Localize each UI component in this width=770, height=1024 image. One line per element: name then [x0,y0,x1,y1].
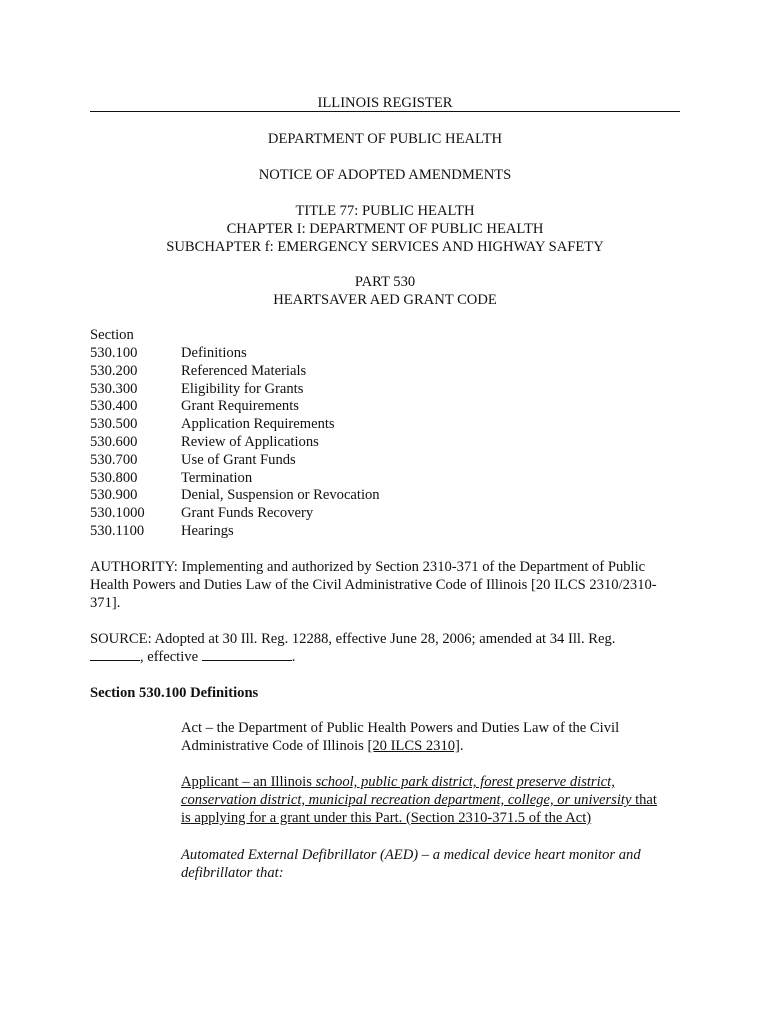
toc-section-title: Review of Applications [181,433,319,450]
toc-section-number: 530.1000 [90,505,145,522]
toc-section-title: Grant Requirements [181,398,299,415]
definition-line [181,737,681,755]
toc-row [90,397,380,415]
title-block [90,202,680,256]
toc-section-title: Termination [181,469,253,486]
authority-paragraph [90,558,680,612]
toc-row [90,344,380,362]
toc-section-number: 530.1100 [90,522,145,539]
part-name: HEARTSAVER AED GRANT CODE [273,292,497,308]
authority-line: 371]. [90,595,121,611]
source-effective-label: , effective [140,649,202,665]
part-block [90,273,680,309]
toc-row [90,522,380,540]
toc-section-title: Use of Grant Funds [181,451,296,468]
toc-section-number: 530.700 [90,451,138,468]
toc-section-number: 530.200 [90,362,138,379]
department-heading: DEPARTMENT OF PUBLIC HEALTH [267,131,503,147]
source-line: SOURCE: Adopted at 30 Ill. Reg. 12288, effective June 28, 2006; amended at 34 Ill. Reg. [90,631,616,647]
toc-section-title: Eligibility for Grants [181,380,304,397]
definition-aed [181,846,681,882]
toc-section-title: Referenced Materials [181,362,307,379]
toc-row [90,380,380,398]
toc-section-number: 530.600 [90,433,138,450]
title-line: TITLE 77: PUBLIC HEALTH [295,203,475,219]
table-of-contents [90,326,380,540]
subchapter-line: SUBCHAPTER f: EMERGENCY SERVICES AND HIGHWAY SAFETY [166,239,604,255]
toc-row [90,433,380,451]
toc-row [90,486,380,504]
definition-line: Automated External Defibrillator (AED) – a medical device heart monitor and [181,847,641,863]
part-line: PART 530 [354,274,416,290]
definition-act [181,719,681,755]
toc-section-title: Denial, Suspension or Revocation [181,487,380,504]
toc-row [90,362,380,380]
definition-statutory-text: school, public park district, forest preserve district, [315,774,615,790]
authority-line: Health Powers and Duties Law of the Civil Administrative Code of Illinois [20 ILCS 2310/2310- [90,577,657,593]
authority-line: AUTHORITY: Implementing and authorized by Section 2310-371 of the Department of Public [90,559,646,575]
definition-line: is applying for a grant under this Part. (Section 2310-371.5 of the Act) [181,810,592,826]
toc-section-number: 530.900 [90,487,138,504]
toc-row [90,504,380,522]
toc-section-title: Definitions [181,345,247,361]
notice-heading: NOTICE OF ADOPTED AMENDMENTS [258,167,512,183]
effective-date-blank [202,648,292,661]
chapter-line: CHAPTER I: DEPARTMENT OF PUBLIC HEALTH [226,221,544,237]
toc-section-number: 530.800 [90,469,138,486]
source-paragraph [90,630,680,666]
definition-applicant [181,773,681,827]
statute-reference: [20 ILCS 2310] [367,738,460,754]
toc-section-title: Hearings [181,522,234,539]
section-heading: Section 530.100 Definitions [90,685,259,701]
toc-section-title: Grant Funds Recovery [181,505,314,522]
toc-heading: Section [90,327,134,343]
toc-row [90,451,380,469]
definition-line [181,773,681,791]
register-header: ILLINOIS REGISTER [90,96,680,112]
definition-text: that [631,792,657,808]
source-line-2 [90,648,680,666]
source-end: . [291,649,296,665]
toc-section-number: 530.300 [90,380,138,397]
definition-line [181,791,681,809]
definition-statutory-text: conservation district, municipal recreation department, college, or university [181,792,632,808]
toc-row [90,469,380,487]
toc-section-number: 530.400 [90,398,138,415]
definition-text: Administrative Code of Illinois [181,738,368,754]
toc-section-title: Application Requirements [181,416,335,433]
definition-line: defibrillator that: [181,865,284,881]
definition-line: Act – the Department of Public Health Powers and Duties Law of the Civil [181,720,620,736]
register-number-blank [90,648,140,661]
definition-text: Applicant – an Illinois [181,774,316,790]
toc-section-number: 530.500 [90,416,138,433]
toc-section-number: 530.100 [90,345,138,361]
definition-text: . [459,738,464,754]
toc-row [90,415,380,433]
